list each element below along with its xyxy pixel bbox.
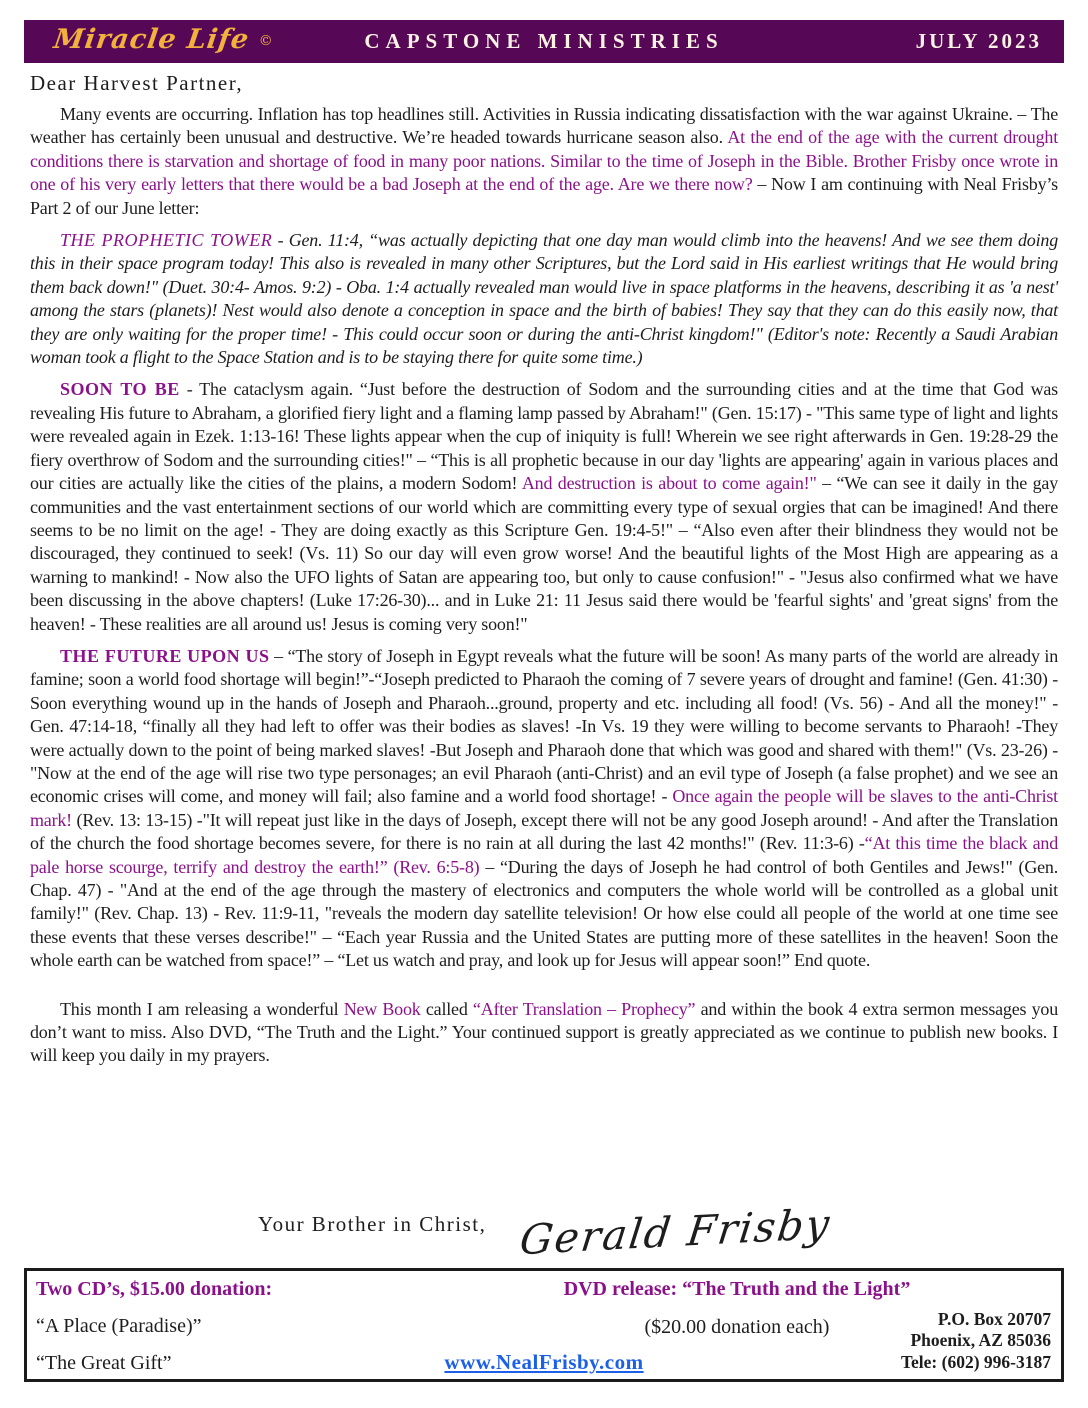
issue-date: JULY 2023	[915, 29, 1042, 53]
paragraph-accent-text: “After Translation – Prophecy”	[472, 998, 696, 1019]
paragraph-accent-text: Once again the people will be slaves to the anti-Christ mark!	[30, 786, 1058, 830]
signature-handwriting: Gerald Frisby	[517, 1199, 834, 1265]
paragraph-text: – “The story of Joseph in Egypt reveals what the future will be soon! As many parts of the world are already in famine; soon a world food shortage will begin!”-“Joseph predicted to Pharaoh the coming of 7 severe years of drought and famine! (Gen. 41:30) - Soon everything wound up in the hands of Joseph and Pharaoh...ground, property and etc. including all food! (Vs. 56) - And all the money!" - Gen. 47:14-18, “finally all they had left to offer was their bodies as slaves! -In Vs. 19 they were willing to become servants to Pharaoh! -They were actually down to the point of being marked slaves! -But Joseph and Pharaoh done that which was good and shared with them!" (Vs. 23-26) -"Now at the end of the age will rise two type personages; an evil Pharaoh (anti-Christ) and an evil type of Joseph (a false prophet) and we see an economic crises will come, and money will fail; also famine and a world food shortage! -	[30, 645, 1058, 807]
paragraph-text: - Gen. 11:4, “was actually depicting that one day man would climb into the heavens! And we see them doing this in their space program today! This also is revealed in many other Scriptures, but the Lord said in His earliest writings that He would bring them back down!" (Duet. 30:4- Amos. 9:2) - Oba. 1:4 actually revealed man would live in space platforms in the heavens, describing it as 'a nest' among the stars (planets)! Nest would also denote a conception in space and the birth of babies! They say that they can do this easily now, that they are only waiting for the proper time! - This could occur soon or during the anti-Christ kingdom!" (Editor's note: Recently a Saudi Arabian woman took a flight to the Space Station and is to be staying there for quite some time.)	[30, 230, 1059, 368]
footer-offer-box	[24, 1268, 1064, 1382]
paragraph-text: – Now I am continuing with Neal Frisby’s Part 2 of our June letter:	[30, 174, 1058, 218]
cd-offer-heading: Two CD’s, $15.00 donation:	[36, 1278, 273, 1300]
copyright-symbol: ©	[258, 33, 274, 49]
paragraph-text: and within the book 4 extra sermon messages you don’t want to miss. Also DVD, “The Truth and the Light.” Your continued support is greatly appreciated as we continue to publish new books. I will keep you daily in my prayers.	[30, 998, 1058, 1066]
paragraph-accent-text: And destruction is about to come again!"	[521, 473, 817, 494]
paragraph-heading-text: SOON TO BE	[60, 379, 180, 400]
letter-paragraph	[30, 229, 1058, 369]
masthead-bar	[24, 20, 1064, 63]
salutation: Dear Harvest Partner,	[30, 71, 244, 95]
paragraph-text: This month I am releasing a wonderful	[60, 998, 344, 1019]
cd-title-2: “The Great Gift”	[36, 1352, 172, 1374]
paragraph-text: called	[420, 998, 473, 1019]
paragraph-heading-text: THE FUTURE UPON US	[60, 645, 270, 666]
logo-text: Miracle Life	[51, 24, 252, 55]
address-city: Phoenix, AZ 85036	[910, 1330, 1051, 1350]
letter-paragraph	[30, 645, 1058, 973]
dvd-donation-note: ($20.00 donation each)	[644, 1316, 830, 1338]
letter-content	[30, 71, 1058, 1077]
paragraph-text: – “We can see it daily in the gay communities and the vast entertainment sections of our world which are committing every type of sexual orgies that can be imagined! And there seems to be no limit on the age! - They are doing exactly as this Scripture Gen. 19:4-5!" – “Also even after their blindness they would not be discouraged, they continued to seek! (Vs. 11) So our day will even grow worse! And the beautiful lights of the Most High are appearing as a warning to mankind! - Now also the UFO lights of Satan are appearing too, but only to cause confusion!" - "Jesus also confirmed what we have been discussing in the above chapters! (Luke 17:26-30)... and in Luke 21: 11 Jesus said there would be 'fearful sights' and 'great signs' from the heaven! - These realities are all around us! Jesus is coming very soon!"	[30, 473, 1058, 634]
paragraph-text: (Rev. 13: 13-15) -"It will repeat just like in the days of Joseph, except there will not be any good Joseph around! - And after the Translation of the church the food shortage becomes severe, for there is no rain at all during the last 42 months!" (Rev. 11:3-6) -	[30, 809, 1058, 854]
closing-line: Your Brother in Christ,	[258, 1212, 487, 1236]
address-po-box: P.O. Box 20707	[937, 1308, 1051, 1329]
cd-title-1: “A Place (Paradise)”	[36, 1315, 202, 1337]
paragraph-text: – “During the days of Joseph he had control of both Gentiles and Jews!" (Gen. Chap. 47) - "And at the end of the age through the mastery of electronics and computers the whole world will be controlled as a global unit family!" (Rev. Chap. 13) - Rev. 11:9-11, "reveals the modern day satellite television! Or how else could all people of the world at one time see these events that these verses describe!" – “Each year Russia and the United States are putting more of these satellites in the heaven! Soon the whole earth can be watched from space!” – “Let us watch and pray, and look up for Jesus will appear soon!” End quote.	[30, 856, 1059, 971]
website-link[interactable]: www.NealFrisby.com	[444, 1350, 644, 1374]
dvd-release-heading: DVD release: “The Truth and the Light”	[563, 1278, 911, 1300]
paragraph-accent-text: At the end of the age with the current drought conditions there is starvation and shortage of food in many poor nations. Similar to the time of Joseph in the Bible. Brother Frisby once wrote in one of his very early letters that there would be a bad Joseph at the end of the age. Are we there now?	[30, 127, 1058, 195]
address-phone: Tele: (602) 996-3187	[900, 1351, 1051, 1372]
paragraph-text: - The cataclysm again. “Just before the destruction of Sodom and the surrounding cities and at the time that God was revealing His future to Abraham, a glorified fiery light and a flaming lamp passed by Abraham!" (Gen. 15:17) - "This same type of light and lights were revealed again in Ezek. 1:13-16! These lights appear when the cup of iniquity is full! Wherein we see right afterwards in Gen. 19:28-29 the fiery overthrow of Sodom and the surrounding cities!" – “This is all prophetic because in our day 'lights are appearing' again in various places and our cities are actually like the cities of the plains, a modern Sodom!	[30, 379, 1058, 494]
paragraph-heading-italic-text: THE PROPHETIC TOWER	[60, 230, 273, 251]
letter-paragraph	[30, 378, 1058, 635]
paragraph-text: Many events are occurring. Inflation has top headlines still. Activities in Russia indicating dissatisfaction with the war against Ukraine. – The weather has certainly been unusual and destructive. We’re headed towards hurricane season also.	[30, 104, 1058, 148]
dvd-offer-column	[517, 1278, 957, 1339]
paragraph-accent-text: “At this time the black and pale horse scourge, terrify and destroy the earth!” (Rev. 6:5-8)	[30, 833, 1058, 877]
ministry-title: CAPSTONE MINISTRIES	[364, 29, 724, 53]
contact-address	[901, 1309, 1051, 1374]
letter-paragraph	[30, 103, 1058, 220]
letter-paragraph	[30, 998, 1058, 1068]
letter-body	[30, 103, 1058, 1068]
paragraph-accent-text: New Book	[343, 998, 421, 1019]
